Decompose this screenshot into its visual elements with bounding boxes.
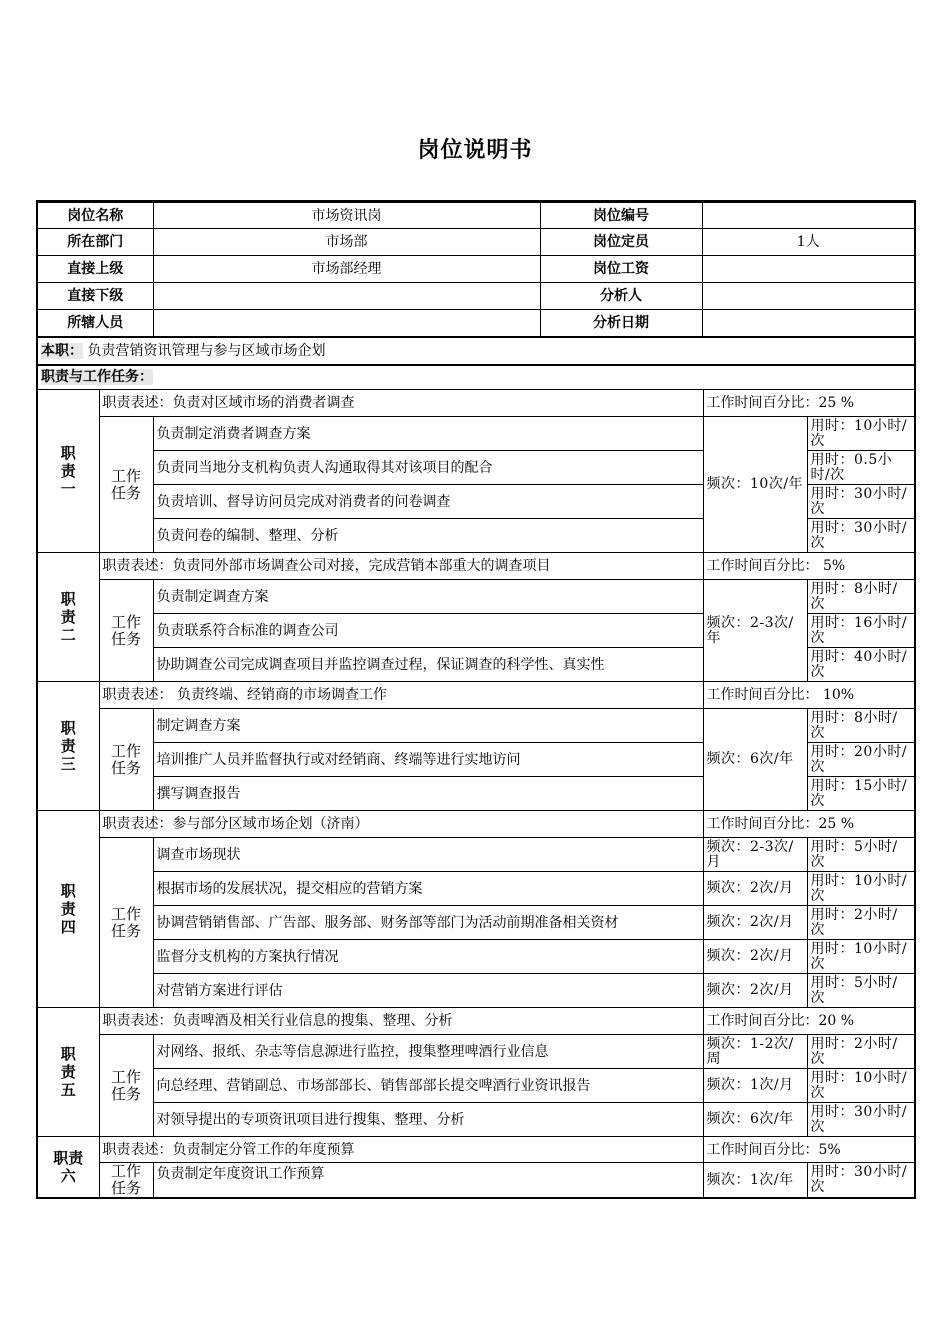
duty-label <box>37 553 99 682</box>
header-row <box>37 202 915 229</box>
duties-heading: 职责与工作任务： <box>41 369 153 386</box>
task-time: 用时：30小时/次 <box>807 1163 915 1199</box>
task-label <box>99 1163 153 1199</box>
task-text: 监督分支机构的方案执行情况 <box>153 940 703 974</box>
duties-heading-cell <box>37 365 915 390</box>
field-label: 所在部门 <box>37 229 153 256</box>
task-row <box>37 1163 915 1199</box>
header-row <box>37 310 915 337</box>
task-row <box>37 940 915 974</box>
task-label <box>99 709 153 811</box>
task-label-text: 工作任务 <box>110 1067 141 1103</box>
field-value <box>702 202 915 229</box>
task-row <box>37 974 915 1008</box>
header-row <box>37 256 915 283</box>
task-freq: 频次：1次/月 <box>703 1069 807 1103</box>
field-label: 直接上级 <box>37 256 153 283</box>
task-time: 用时：10小时/次 <box>807 417 915 451</box>
task-time: 用时：10小时/次 <box>807 1069 915 1103</box>
field-value <box>702 310 915 337</box>
field-label: 分析日期 <box>540 310 702 337</box>
duty-label <box>37 1137 99 1199</box>
task-label-text: 工作任务 <box>110 612 141 648</box>
task-text: 对领导提出的专项资讯项目进行搜集、整理、分析 <box>153 1103 703 1137</box>
task-freq: 频次：10次/年 <box>703 417 807 553</box>
duty-label <box>37 811 99 1008</box>
field-label: 分析人 <box>540 283 702 310</box>
header-row <box>37 283 915 310</box>
task-freq: 频次：2-3次/月 <box>703 838 807 872</box>
benzhi-row <box>37 338 915 365</box>
field-value: 市场部经理 <box>153 256 540 283</box>
field-value <box>702 283 915 310</box>
task-text: 向总经理、营销副总、市场部部长、销售部部长提交啤酒行业资讯报告 <box>153 1069 703 1103</box>
task-time: 用时：40小时/次 <box>807 648 915 682</box>
duty-label-text: 职责六 <box>53 1149 84 1185</box>
duty-desc-row <box>37 553 915 580</box>
task-row <box>37 838 915 872</box>
field-value: 市场资讯岗 <box>153 202 540 229</box>
header-table <box>36 200 916 338</box>
task-freq: 频次：6次/年 <box>703 1103 807 1137</box>
field-label: 岗位定员 <box>540 229 702 256</box>
task-text: 负责问卷的编制、整理、分析 <box>153 519 703 553</box>
task-time: 用时：8小时/次 <box>807 580 915 614</box>
field-value: 1人 <box>702 229 915 256</box>
task-freq: 频次：2次/月 <box>703 872 807 906</box>
task-freq: 频次：1-2次/ 周 <box>703 1035 807 1069</box>
duty-label <box>37 682 99 811</box>
task-label <box>99 1035 153 1137</box>
task-time: 用时：5小时/次 <box>807 974 915 1008</box>
task-time: 用时：30小时/次 <box>807 1103 915 1137</box>
page-title: 岗位说明书 <box>417 138 533 163</box>
field-label: 岗位名称 <box>37 202 153 229</box>
task-text: 制定调查方案 <box>153 709 703 743</box>
task-freq: 频次：2次/月 <box>703 906 807 940</box>
duty-desc: 职责表述：参与部分区域市场企划（济南） <box>99 811 703 838</box>
duty-percent: 工作时间百分比： 5% <box>703 553 915 580</box>
duty-label <box>37 390 99 553</box>
task-time: 用时：8小时/次 <box>807 709 915 743</box>
task-time: 用时：20小时/次 <box>807 743 915 777</box>
duty-label-text: 职责三 <box>60 719 76 773</box>
task-text: 对网络、报纸、杂志等信息源进行监控，搜集整理啤酒行业信息 <box>153 1035 703 1069</box>
task-text: 根据市场的发展状况，提交相应的营销方案 <box>153 872 703 906</box>
task-time: 用时：10小时/次 <box>807 872 915 906</box>
duty-label-text: 职责二 <box>60 590 76 644</box>
duty-desc: 职责表述：负责同外部市场调查公司对接，完成营销本部重大的调查项目 <box>99 553 703 580</box>
task-freq: 频次：2次/月 <box>703 940 807 974</box>
duty-desc-row <box>37 390 915 417</box>
duties-table <box>36 337 916 1199</box>
task-row <box>37 709 915 743</box>
benzhi-text: 负责营销资讯管理与参与区域市场企划 <box>87 342 326 359</box>
field-label: 岗位工资 <box>540 256 702 283</box>
field-label: 直接下级 <box>37 283 153 310</box>
task-text: 协助调查公司完成调查项目并监控调查过程，保证调查的科学性、真实性 <box>153 648 703 682</box>
task-freq: 频次：1次/年 <box>703 1163 807 1199</box>
task-time: 用时：10小时/次 <box>807 940 915 974</box>
task-row <box>37 1069 915 1103</box>
task-text: 培训推广人员并监督执行或对经销商、终端等进行实地访问 <box>153 743 703 777</box>
task-label-text: 工作任务 <box>110 904 141 940</box>
duty-label-text: 职责四 <box>60 882 76 936</box>
duty-desc-row <box>37 1008 915 1035</box>
task-text: 负责联系符合标准的调查公司 <box>153 614 703 648</box>
task-row <box>37 417 915 451</box>
field-value <box>153 310 540 337</box>
task-time: 用时：15小时/次 <box>807 777 915 811</box>
task-label <box>99 417 153 553</box>
task-text: 负责制定消费者调查方案 <box>153 417 703 451</box>
task-label-text: 工作任务 <box>110 466 141 502</box>
field-label: 所辖人员 <box>37 310 153 337</box>
task-row <box>37 872 915 906</box>
task-text: 对营销方案进行评估 <box>153 974 703 1008</box>
task-label-text: 工作任务 <box>110 1162 141 1197</box>
benzhi-label: 本职： <box>41 342 83 359</box>
task-label <box>99 580 153 682</box>
task-time: 用时：30小时/次 <box>807 519 915 553</box>
task-time: 用时：5小时/次 <box>807 838 915 872</box>
duty-desc-row <box>37 811 915 838</box>
duty-desc: 职责表述：负责啤酒及相关行业信息的搜集、整理、分析 <box>99 1008 703 1035</box>
duty-desc: 职责表述： 负责终端、经销商的市场调查工作 <box>99 682 703 709</box>
task-time: 用时：16小时/次 <box>807 614 915 648</box>
task-time: 用时：30小时/次 <box>807 485 915 519</box>
duty-label-text: 职责一 <box>60 444 76 498</box>
task-text: 负责培训、督导访问员完成对消费者的问卷调查 <box>153 485 703 519</box>
task-time: 用时：2小时/次 <box>807 1035 915 1069</box>
task-freq: 频次：2-3次/年 <box>703 580 807 682</box>
task-freq: 频次：2次/月 <box>703 974 807 1008</box>
task-text: 撰写调查报告 <box>153 777 703 811</box>
duty-percent: 工作时间百分比：5% <box>703 1137 915 1163</box>
duty-desc: 职责表述：负责对区域市场的消费者调查 <box>99 390 703 417</box>
duty-desc-row <box>37 1137 915 1163</box>
duty-percent: 工作时间百分比：25 % <box>703 390 915 417</box>
task-time: 用时：0.5小时/次 <box>807 451 915 485</box>
task-time: 用时：2小时/次 <box>807 906 915 940</box>
field-value <box>702 256 915 283</box>
task-text: 调查市场现状 <box>153 838 703 872</box>
duty-desc: 职责表述：负责制定分管工作的年度预算 <box>99 1137 703 1163</box>
task-label-text: 工作任务 <box>110 741 141 777</box>
duty-percent: 工作时间百分比： 10% <box>703 682 915 709</box>
field-value <box>153 283 540 310</box>
task-freq: 频次：6次/年 <box>703 709 807 811</box>
task-text: 负责制定年度资讯工作预算 <box>153 1163 703 1199</box>
task-row <box>37 580 915 614</box>
field-label: 岗位编号 <box>540 202 702 229</box>
duty-percent: 工作时间百分比：20 % <box>703 1008 915 1035</box>
task-label <box>99 838 153 1008</box>
field-value: 市场部 <box>153 229 540 256</box>
header-row <box>37 229 915 256</box>
duties-heading-row <box>37 365 915 390</box>
task-row <box>37 1103 915 1137</box>
task-text: 负责制定调查方案 <box>153 580 703 614</box>
duty-label-text: 职责五 <box>60 1045 76 1099</box>
task-row <box>37 1035 915 1069</box>
task-text: 协调营销销售部、广告部、服务部、财务部等部门为活动前期准备相关资材 <box>153 906 703 940</box>
duty-label <box>37 1008 99 1137</box>
duty-desc-row <box>37 682 915 709</box>
duty-percent: 工作时间百分比：25 % <box>703 811 915 838</box>
task-row <box>37 906 915 940</box>
task-text: 负责同当地分支机构负责人沟通取得其对该项目的配合 <box>153 451 703 485</box>
benzhi-cell <box>37 338 915 365</box>
